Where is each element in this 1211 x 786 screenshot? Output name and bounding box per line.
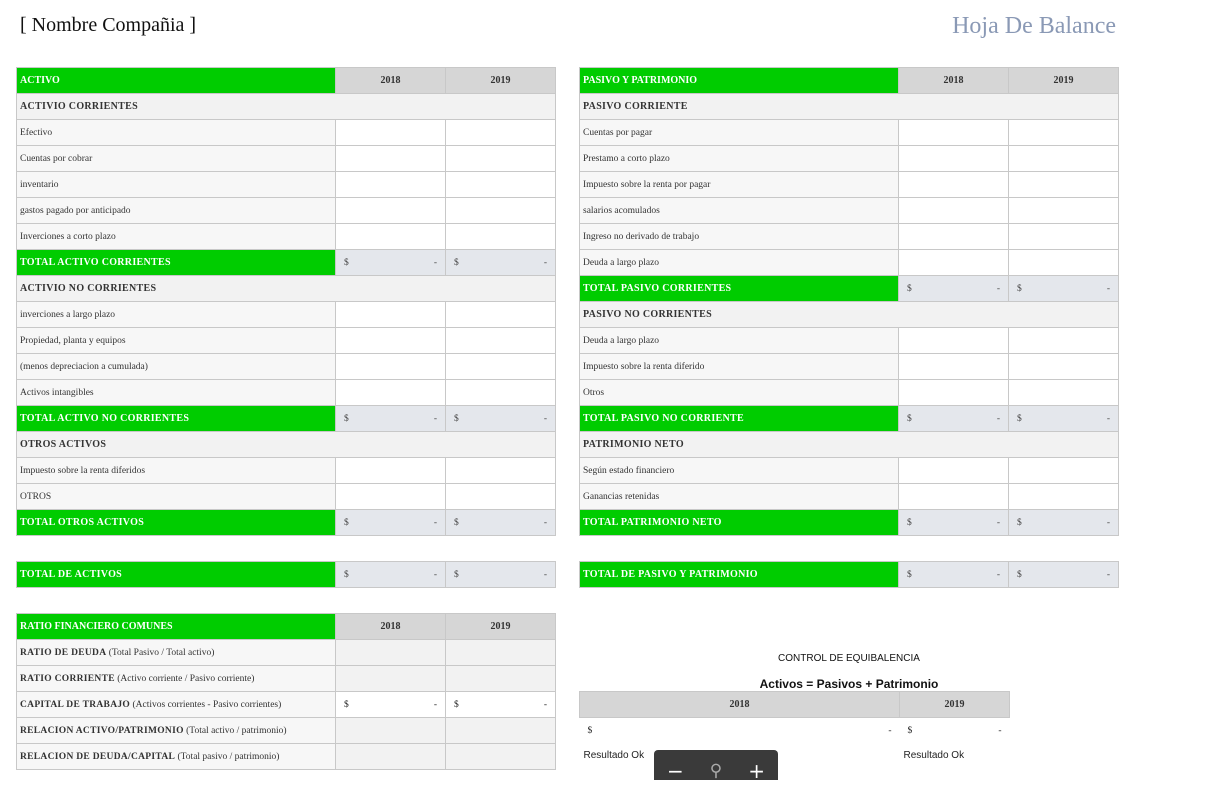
table-row <box>580 146 1119 172</box>
table-row <box>17 224 556 250</box>
ratio-value: - <box>543 699 547 710</box>
input-cell-2018[interactable] <box>336 484 446 510</box>
total-label: TOTAL ACTIVO CORRIENTES <box>17 250 336 276</box>
ratio-label <box>17 666 336 692</box>
ratios-header: RATIO FINANCIERO COMUNES <box>17 614 336 640</box>
row-label: Inverciones a corto plazo <box>17 224 336 250</box>
ratio-cell-2018 <box>336 666 446 692</box>
currency-symbol: $ <box>454 569 459 580</box>
total-assets-label: TOTAL DE ACTIVOS <box>17 562 336 588</box>
control-cell-2018 <box>580 718 900 744</box>
total-cell-2019 <box>446 250 556 276</box>
input-cell-2019[interactable] <box>1009 146 1119 172</box>
control-cell-2019 <box>900 718 1010 744</box>
year-2019-header: 2019 <box>1009 68 1119 94</box>
total-cell-2018 <box>899 510 1009 536</box>
total-cell-2019 <box>1009 510 1119 536</box>
row-label: Impuesto sobre la renta por pagar <box>580 172 899 198</box>
ratio-row <box>17 718 556 744</box>
input-cell-2018[interactable] <box>899 172 1009 198</box>
input-cell-2018[interactable] <box>336 354 446 380</box>
table-row <box>580 250 1119 276</box>
row-label: gastos pagado por anticipado <box>17 198 336 224</box>
row-label: Cuentas por cobrar <box>17 146 336 172</box>
input-cell-2019[interactable] <box>446 120 556 146</box>
control-header-row <box>580 692 1010 718</box>
row-label: OTROS <box>17 484 336 510</box>
currency-symbol: $ <box>454 699 459 710</box>
row-label: Ingreso no derivado de trabajo <box>580 224 899 250</box>
control-title: CONTROL DE EQUIBALENCIA <box>778 653 920 664</box>
section-title: ACTIVIO NO CORRIENTES <box>17 276 556 302</box>
total-value: - <box>996 569 1000 580</box>
input-cell-2018[interactable] <box>336 224 446 250</box>
ratio-formula: (Total activo / patrimonio) <box>183 725 287 736</box>
table-row <box>17 380 556 406</box>
total-label: TOTAL PATRIMONIO NETO <box>580 510 899 536</box>
liabilities-header: PASIVO Y PATRIMONIO <box>580 68 899 94</box>
company-name: [ Nombre Compañia ] <box>20 14 197 36</box>
input-cell-2019[interactable] <box>1009 458 1119 484</box>
section-title: PATRIMONIO NETO <box>580 432 1119 458</box>
total-cell-2019 <box>1009 406 1119 432</box>
total-cell-2018 <box>336 406 446 432</box>
row-label: Deuda a largo plazo <box>580 328 899 354</box>
year-2019-header: 2019 <box>900 692 1010 718</box>
input-cell-2018[interactable] <box>336 458 446 484</box>
ratio-cell-2019 <box>446 744 556 770</box>
row-label: Impuesto sobre la renta diferidos <box>17 458 336 484</box>
grand-total-row <box>17 562 556 588</box>
zoom-toolbar <box>654 750 778 783</box>
year-2019-header: 2019 <box>446 614 556 640</box>
control-values-row <box>580 718 1010 744</box>
total-label: TOTAL PASIVO NO CORRIENTE <box>580 406 899 432</box>
row-label: inventario <box>17 172 336 198</box>
total-cell-2019 <box>446 406 556 432</box>
total-value: - <box>543 257 547 268</box>
input-cell-2018[interactable] <box>899 120 1009 146</box>
row-label: Deuda a largo plazo <box>580 250 899 276</box>
input-cell-2019[interactable] <box>1009 328 1119 354</box>
ratio-cell-2019 <box>446 718 556 744</box>
ratio-cell-2019 <box>446 692 556 718</box>
table-row <box>580 458 1119 484</box>
input-cell-2018[interactable] <box>336 198 446 224</box>
input-cell-2019[interactable] <box>1009 380 1119 406</box>
total-value: - <box>1106 283 1110 294</box>
input-cell-2018[interactable] <box>899 458 1009 484</box>
currency-symbol: $ <box>1017 517 1022 528</box>
total-cell-2019 <box>446 510 556 536</box>
total-cell-2019 <box>446 562 556 588</box>
input-cell-2019[interactable] <box>1009 484 1119 510</box>
total-value: - <box>996 413 1000 424</box>
assets-grand-total-table <box>16 561 556 588</box>
ratio-cell-2018 <box>336 640 446 666</box>
input-cell-2019[interactable] <box>446 328 556 354</box>
total-value: - <box>1106 517 1110 528</box>
section-title: PASIVO CORRIENTE <box>580 94 1119 120</box>
row-label: Propiedad, planta y equipos <box>17 328 336 354</box>
control-result-row <box>580 743 1010 768</box>
ratios-header-row <box>17 614 556 640</box>
table-row <box>580 484 1119 510</box>
row-label: Cuentas por pagar <box>580 120 899 146</box>
total-row <box>17 406 556 432</box>
control-equation: Activos = Pasivos + Patrimonio <box>759 677 939 691</box>
zoom-reset-icon[interactable]: ⚲ <box>709 761 723 781</box>
assets-header-row <box>17 68 556 94</box>
table-row <box>17 484 556 510</box>
year-2018-header: 2018 <box>580 692 900 718</box>
total-label: TOTAL PASIVO CORRIENTES <box>580 276 899 302</box>
total-cell-2019 <box>1009 276 1119 302</box>
control-table <box>579 691 1010 768</box>
control-value: - <box>888 725 892 736</box>
ratio-label <box>17 640 336 666</box>
ratio-name: RELACION ACTIVO/PATRIMONIO <box>20 725 184 736</box>
total-row <box>17 510 556 536</box>
input-cell-2018[interactable] <box>336 120 446 146</box>
year-2018-header: 2018 <box>336 614 446 640</box>
row-label: Según estado financiero <box>580 458 899 484</box>
input-cell-2019[interactable] <box>446 224 556 250</box>
currency-symbol: $ <box>1017 283 1022 294</box>
ratio-name: CAPITAL DE TRABAJO <box>20 699 131 710</box>
input-cell-2019[interactable] <box>446 302 556 328</box>
total-cell-2018 <box>336 510 446 536</box>
input-cell-2018[interactable] <box>899 224 1009 250</box>
assets-table <box>16 67 556 536</box>
total-row <box>580 510 1119 536</box>
input-cell-2019[interactable] <box>446 146 556 172</box>
ratio-cell-2019 <box>446 640 556 666</box>
section-title: ACTIVIO CORRIENTES <box>17 94 556 120</box>
total-cell-2018 <box>336 250 446 276</box>
input-cell-2019[interactable] <box>1009 120 1119 146</box>
year-2018-header: 2018 <box>899 68 1009 94</box>
year-2018-header: 2018 <box>336 68 446 94</box>
ratio-cell-2018 <box>336 692 446 718</box>
input-cell-2019[interactable] <box>1009 224 1119 250</box>
currency-symbol: $ <box>907 413 912 424</box>
row-label: Activos intangibles <box>17 380 336 406</box>
liabilities-table <box>579 67 1119 536</box>
input-cell-2019[interactable] <box>446 172 556 198</box>
ratio-value: - <box>433 699 437 710</box>
ratio-cell-2019 <box>446 666 556 692</box>
ratio-label <box>17 718 336 744</box>
table-row <box>17 302 556 328</box>
total-row <box>580 276 1119 302</box>
total-value: - <box>1106 413 1110 424</box>
assets-header: ACTIVO <box>17 68 336 94</box>
input-cell-2018[interactable] <box>336 172 446 198</box>
control-value: - <box>998 725 1002 736</box>
total-cell-2018 <box>899 406 1009 432</box>
currency-symbol: $ <box>587 725 593 736</box>
table-row <box>17 172 556 198</box>
currency-symbol: $ <box>1017 569 1022 580</box>
currency-symbol: $ <box>907 725 913 736</box>
input-cell-2019[interactable] <box>446 484 556 510</box>
total-row <box>17 250 556 276</box>
row-label: Impuesto sobre la renta diferido <box>580 354 899 380</box>
total-value: - <box>543 413 547 424</box>
total-value: - <box>433 257 437 268</box>
ratio-cell-2018 <box>336 718 446 744</box>
ratio-name: RATIO DE DEUDA <box>20 647 107 658</box>
sheet-title: Hoja De Balance <box>952 13 1116 39</box>
input-cell-2018[interactable] <box>336 328 446 354</box>
input-cell-2018[interactable] <box>336 146 446 172</box>
table-row <box>17 458 556 484</box>
input-cell-2018[interactable] <box>899 250 1009 276</box>
ratio-formula: (Activos corrientes - Pasivo corrientes) <box>130 699 282 710</box>
table-row <box>580 198 1119 224</box>
ratio-name: RATIO CORRIENTE <box>20 673 115 684</box>
total-value: - <box>996 517 1000 528</box>
currency-symbol: $ <box>454 257 459 268</box>
currency-symbol: $ <box>454 413 459 424</box>
total-label: TOTAL OTROS ACTIVOS <box>17 510 336 536</box>
currency-symbol: $ <box>344 413 349 424</box>
input-cell-2018[interactable] <box>899 198 1009 224</box>
row-label: (menos depreciacion a cumulada) <box>17 354 336 380</box>
table-row <box>580 380 1119 406</box>
input-cell-2018[interactable] <box>899 380 1009 406</box>
table-row <box>580 328 1119 354</box>
total-value: - <box>543 569 547 580</box>
input-cell-2019[interactable] <box>446 380 556 406</box>
year-2019-header: 2019 <box>446 68 556 94</box>
ratio-formula: (Total pasivo / patrimonio) <box>175 751 280 762</box>
currency-symbol: $ <box>344 517 349 528</box>
total-cell-2018 <box>899 562 1009 588</box>
input-cell-2018[interactable] <box>899 328 1009 354</box>
ratio-row <box>17 744 556 770</box>
input-cell-2018[interactable] <box>336 302 446 328</box>
currency-symbol: $ <box>907 569 912 580</box>
ratio-row <box>17 666 556 692</box>
total-cell-2018 <box>336 562 446 588</box>
total-value: - <box>433 413 437 424</box>
ratio-cell-2018 <box>336 744 446 770</box>
section-title: OTROS ACTIVOS <box>17 432 556 458</box>
table-row <box>17 354 556 380</box>
result-status-2018: Resultado Ok <box>583 750 645 761</box>
currency-symbol: $ <box>344 699 349 710</box>
ratios-table <box>16 613 556 770</box>
row-label: Ganancias retenidas <box>580 484 899 510</box>
currency-symbol: $ <box>454 517 459 528</box>
liabilities-header-row <box>580 68 1119 94</box>
input-cell-2019[interactable] <box>1009 198 1119 224</box>
grand-total-row <box>580 562 1119 588</box>
ratio-formula: (Activo corriente / Pasivo corriente) <box>114 673 255 684</box>
total-liabilities-equity-label: TOTAL DE PASIVO Y PATRIMONIO <box>580 562 899 588</box>
table-row <box>17 328 556 354</box>
row-label: Prestamo a corto plazo <box>580 146 899 172</box>
input-cell-2019[interactable] <box>446 354 556 380</box>
input-cell-2019[interactable] <box>1009 172 1119 198</box>
table-row <box>17 198 556 224</box>
row-label: salarios acomulados <box>580 198 899 224</box>
input-cell-2019[interactable] <box>1009 250 1119 276</box>
currency-symbol: $ <box>344 257 349 268</box>
ratio-row <box>17 692 556 718</box>
row-label: inverciones a largo plazo <box>17 302 336 328</box>
zoom-out-button[interactable]: − <box>667 759 684 783</box>
row-label: Otros <box>580 380 899 406</box>
ratio-formula: (Total Pasivo / Total activo) <box>106 647 215 658</box>
table-row <box>580 172 1119 198</box>
total-cell-2019 <box>1009 562 1119 588</box>
input-cell-2019[interactable] <box>446 458 556 484</box>
total-value: - <box>996 283 1000 294</box>
total-value: - <box>433 569 437 580</box>
table-row <box>580 120 1119 146</box>
currency-symbol: $ <box>907 283 912 294</box>
currency-symbol: $ <box>1017 413 1022 424</box>
input-cell-2018[interactable] <box>899 354 1009 380</box>
ratio-label <box>17 744 336 770</box>
liabilities-grand-total-table <box>579 561 1119 588</box>
table-row <box>580 224 1119 250</box>
section-title: PASIVO NO CORRIENTES <box>580 302 1119 328</box>
total-value: - <box>1106 569 1110 580</box>
zoom-in-button[interactable]: + <box>748 759 765 783</box>
currency-symbol: $ <box>344 569 349 580</box>
table-row <box>17 146 556 172</box>
input-cell-2019[interactable] <box>446 198 556 224</box>
table-row <box>580 354 1119 380</box>
table-row <box>17 120 556 146</box>
input-cell-2018[interactable] <box>336 380 446 406</box>
input-cell-2018[interactable] <box>899 484 1009 510</box>
total-cell-2018 <box>899 276 1009 302</box>
input-cell-2019[interactable] <box>1009 354 1119 380</box>
total-label: TOTAL ACTIVO NO CORRIENTES <box>17 406 336 432</box>
ratio-name: RELACION DE DEUDA/CAPITAL <box>20 751 176 762</box>
result-status-2019: Resultado Ok <box>903 750 965 761</box>
row-label: Efectivo <box>17 120 336 146</box>
input-cell-2018[interactable] <box>899 146 1009 172</box>
total-value: - <box>543 517 547 528</box>
currency-symbol: $ <box>907 517 912 528</box>
total-value: - <box>433 517 437 528</box>
total-row <box>580 406 1119 432</box>
ratio-label <box>17 692 336 718</box>
ratio-row <box>17 640 556 666</box>
